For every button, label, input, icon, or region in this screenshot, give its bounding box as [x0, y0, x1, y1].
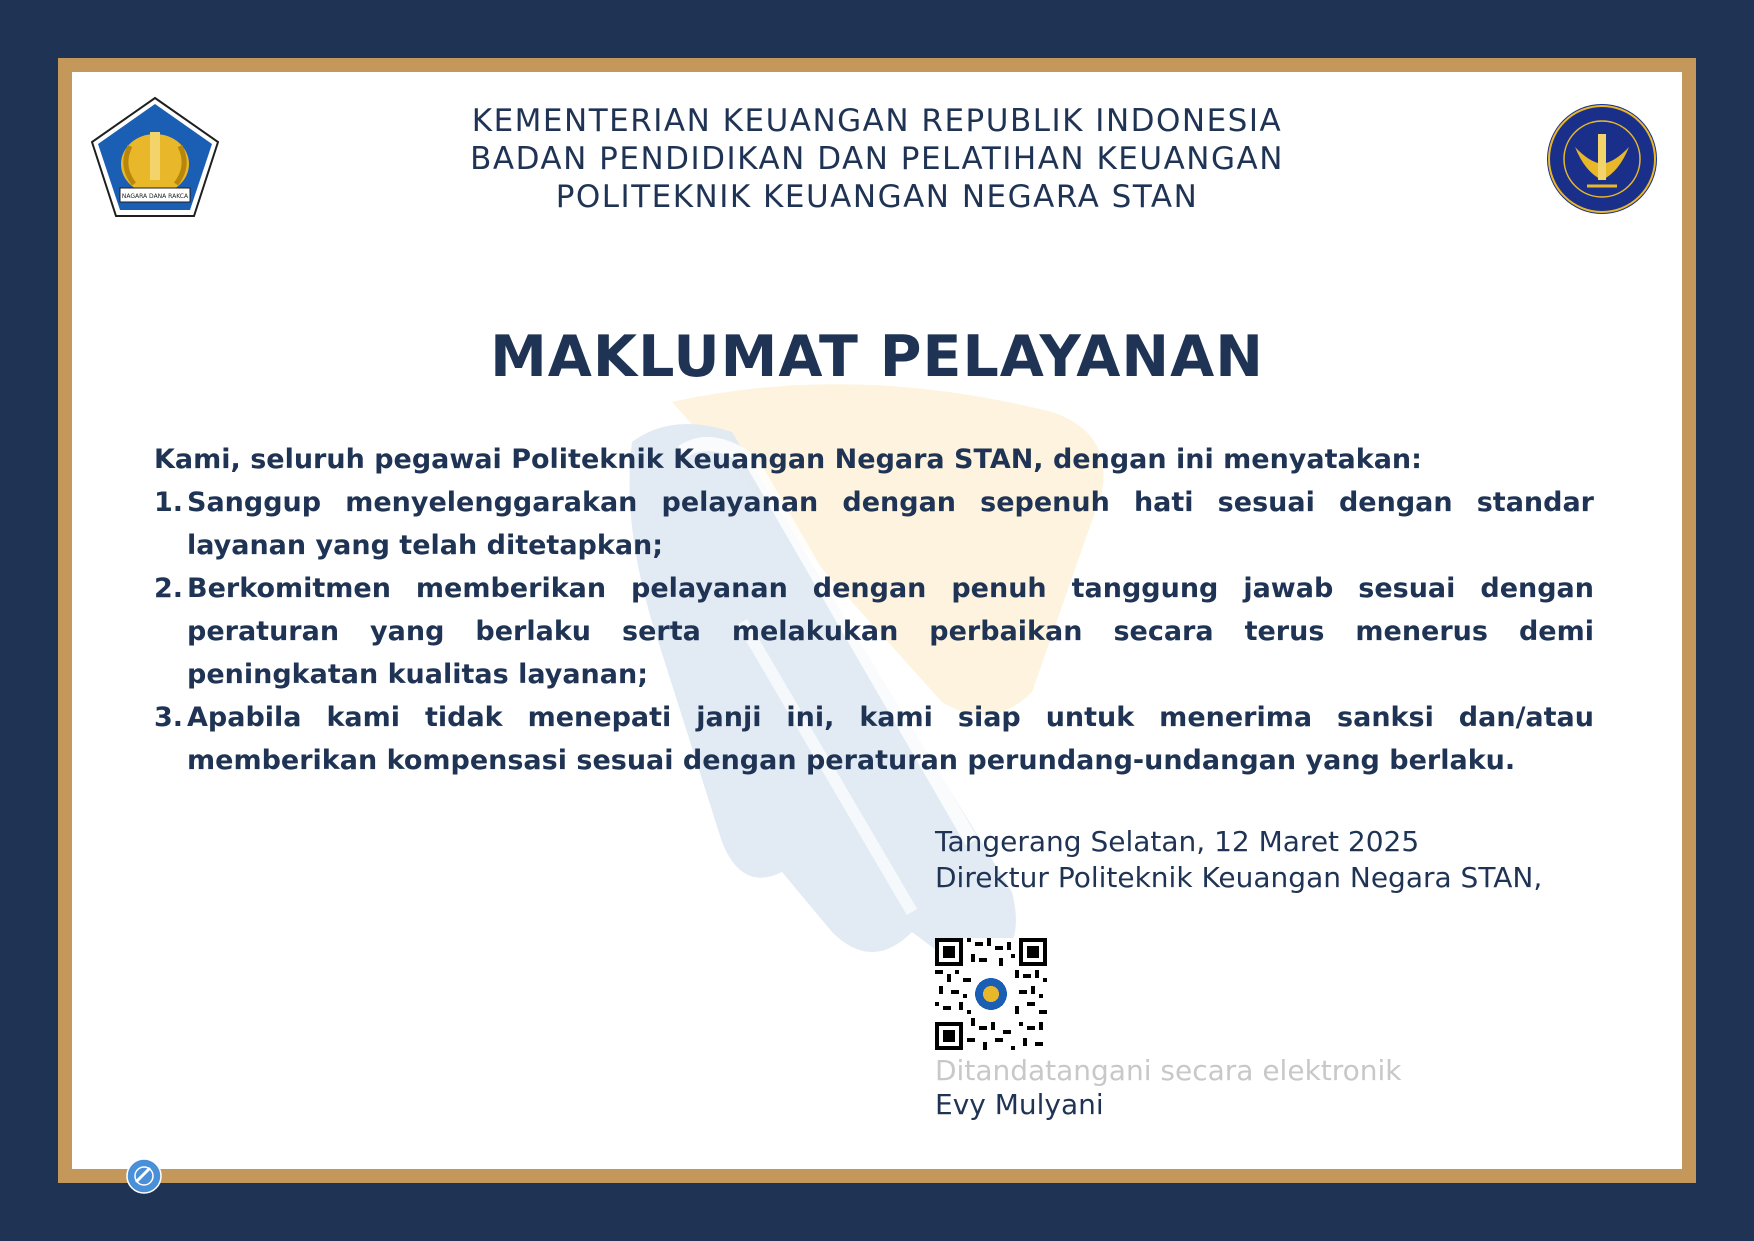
page-title: MAKLUMAT PELAYANAN	[490, 324, 1264, 390]
qr-code-icon[interactable]	[935, 938, 1047, 1050]
document-page	[72, 72, 1682, 1169]
list-item	[154, 567, 1594, 696]
electronic-signature-note: Ditandatangani secara elektronik	[935, 1054, 1402, 1087]
list-item-number: 1.	[154, 487, 184, 518]
commitment-statement	[154, 438, 1594, 782]
signature-place-date: Tangerang Selatan, 12 Maret 2025	[935, 825, 1420, 858]
list-item	[154, 481, 1594, 567]
list-item-text: Berkomitmen memberikan pelayanan dengan penuh tanggung jawab sesuai dengan peraturan yang berlaku serta melakukan perbaikan secara terus menerus demi peningkatan kualitas layanan;	[187, 573, 1594, 690]
signer-name: Evy Mulyani	[935, 1088, 1104, 1121]
signature-block	[935, 824, 1542, 896]
institution-header	[72, 102, 1682, 216]
statement-intro: Kami, seluruh pegawai Politeknik Keuangan Negara STAN, dengan ini menyatakan:	[154, 444, 1422, 475]
list-item-text: Sanggup menyelenggarakan pelayanan dengan sepenuh hati sesuai dengan standar layanan yang telah ditetapkan;	[187, 487, 1594, 561]
svg-text:NAGARA DANA RAKCA: NAGARA DANA RAKCA	[121, 193, 189, 200]
list-item-text: Apabila kami tidak menepati janji ini, kami siap untuk menerima sanksi dan/atau memberikan kompensasi sesuai dengan peraturan perundang-undangan yang berlaku.	[187, 702, 1594, 776]
header-school: POLITEKNIK KEUANGAN NEGARA STAN	[555, 179, 1199, 215]
list-item	[154, 696, 1594, 782]
list-item-number: 3.	[154, 702, 184, 733]
header-ministry: KEMENTERIAN KEUANGAN REPUBLIK INDONESIA	[471, 103, 1283, 139]
signature-position: Direktur Politeknik Keuangan Negara STAN,	[935, 861, 1543, 894]
zone-integrity-badge-icon	[126, 1158, 162, 1194]
header-agency: BADAN PENDIDIKAN DAN PELATIHAN KEUANGAN	[470, 141, 1284, 177]
list-item-number: 2.	[154, 573, 184, 604]
